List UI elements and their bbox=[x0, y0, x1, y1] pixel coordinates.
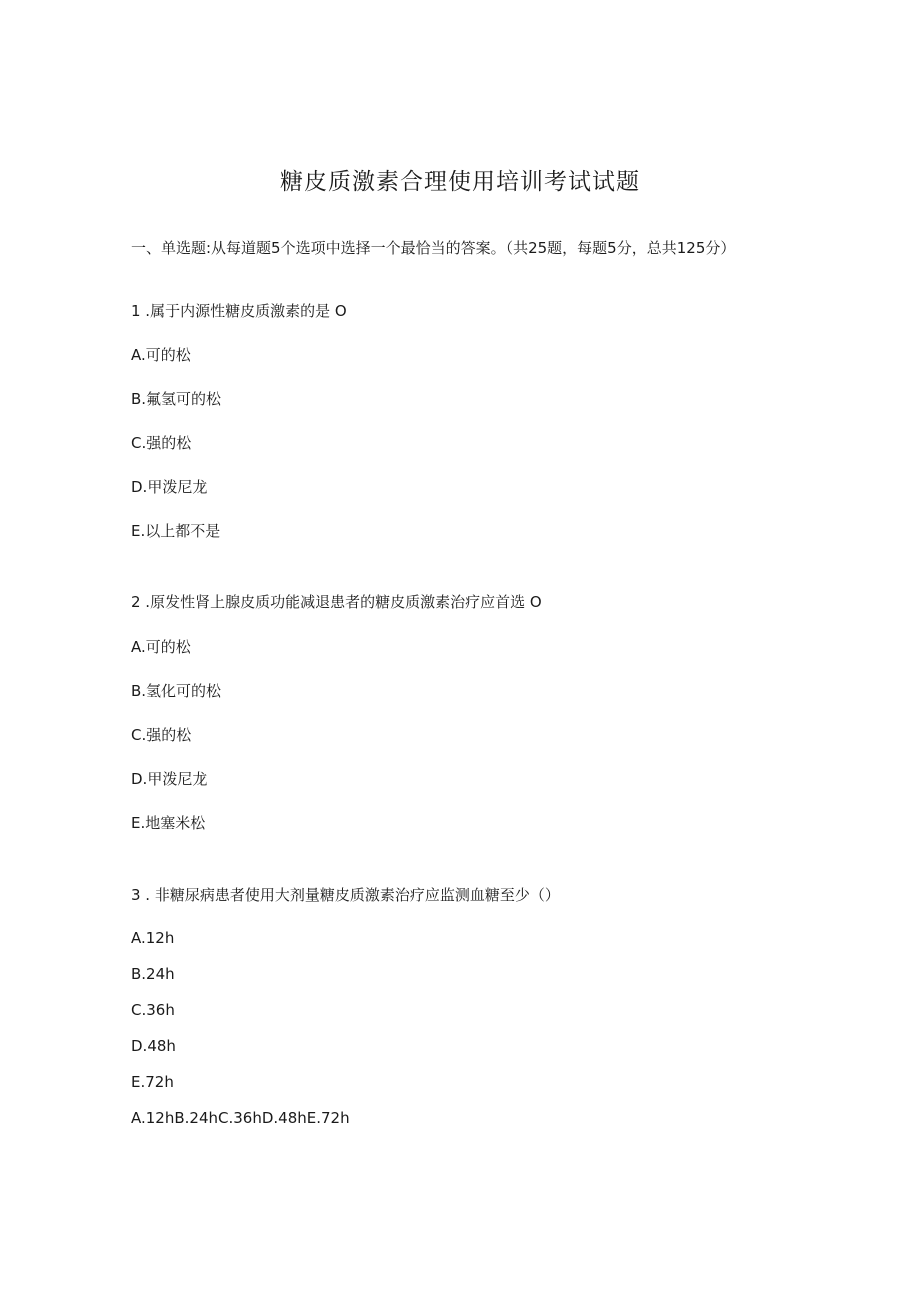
question-3-option-b: B.24h bbox=[131, 965, 175, 983]
question-3-stem: 3 . 非糖尿病患者使用大剂量糖皮质激素治疗应监测血糖至少（） bbox=[131, 886, 560, 904]
question-1-option-a: A.可的松 bbox=[131, 346, 191, 364]
question-2-option-e: E.地塞米松 bbox=[131, 814, 206, 832]
document-title: 糖皮质激素合理使用培训考试试题 bbox=[280, 169, 640, 195]
question-3-option-a: A.12h bbox=[131, 929, 175, 947]
question-2-stem: 2 .原发性肾上腺皮质功能减退患者的糖皮质激素治疗应首选 O bbox=[131, 593, 542, 611]
question-3-options-inline: A.12hB.24hC.36hD.48hE.72h bbox=[131, 1109, 350, 1127]
question-3-option-c: C.36h bbox=[131, 1001, 175, 1019]
question-3-option-d: D.48h bbox=[131, 1037, 176, 1055]
question-1-option-d: D.甲泼尼龙 bbox=[131, 478, 208, 496]
question-1-option-e: E.以上都不是 bbox=[131, 522, 221, 540]
question-1-option-b: B.氟氢可的松 bbox=[131, 390, 222, 408]
question-3-option-e: E.72h bbox=[131, 1073, 174, 1091]
question-2-option-c: C.强的松 bbox=[131, 726, 192, 744]
question-2-option-a: A.可的松 bbox=[131, 638, 191, 656]
question-2-option-d: D.甲泼尼龙 bbox=[131, 770, 208, 788]
question-2-option-b: B.氢化可的松 bbox=[131, 682, 222, 700]
section-header: 一、单选题:从每道题5个选项中选择一个最恰当的答案。（共25题，每题5分，总共125分） bbox=[131, 239, 736, 257]
question-1-stem: 1 .属于内源性糖皮质激素的是 O bbox=[131, 302, 347, 320]
question-1-option-c: C.强的松 bbox=[131, 434, 192, 452]
